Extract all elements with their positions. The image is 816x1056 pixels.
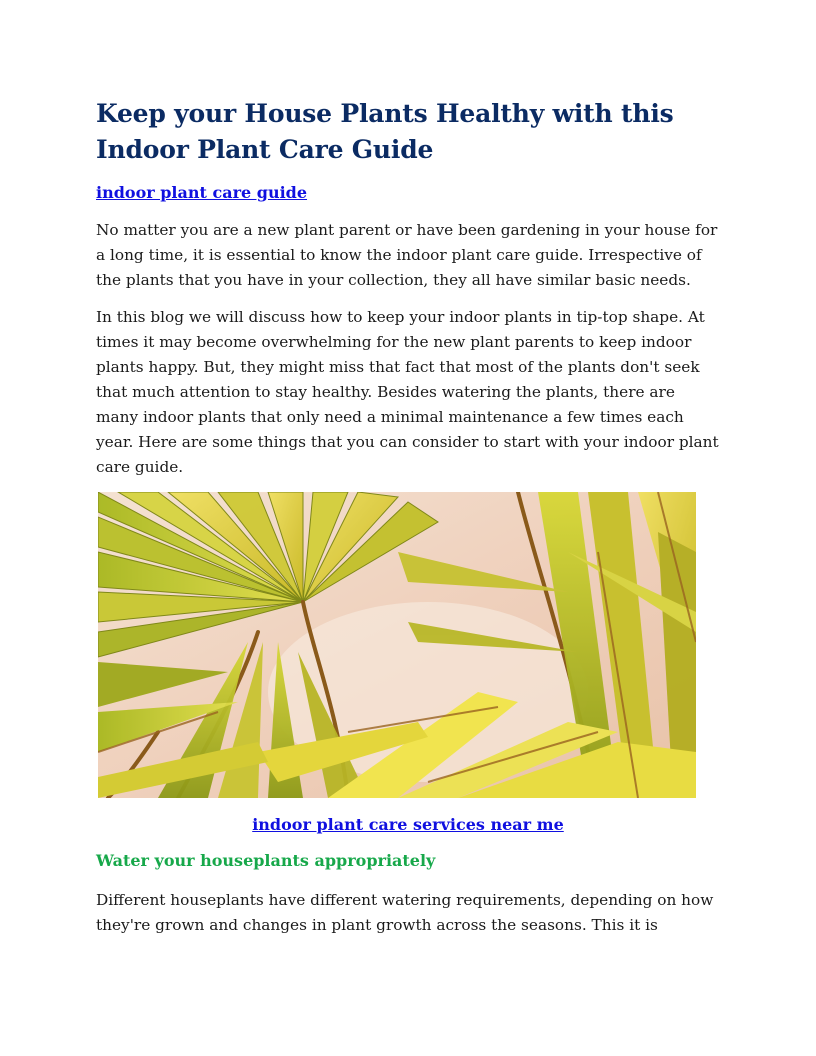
article-title: Keep your House Plants Healthy with this Indoor Plant Care Guide: [96, 99, 674, 164]
section-heading-watering: Water your houseplants appropriately: [96, 851, 436, 870]
plant-care-services-link[interactable]: indoor plant care services near me: [252, 815, 564, 834]
intro-paragraph: No matter you are a new plant parent or have been gardening in your house for a long time, it is essential to know the indoor plant care guide. Irrespective of the plants that you have in your collection, they all have similar basic needs.: [96, 221, 718, 289]
palm-leaves-illustration: [98, 492, 696, 798]
blog-paragraph: In this blog we will discuss how to keep your indoor plants in tip-top shape. At times it may become overwhelming for the new plant parents to keep indoor plants happy. But, they might miss that fact that most of the plants don't seek that much attention to stay healthy. Besides watering the plants, there are many indoor plants that only need a minimal maintenance a few times each year. Here are some things that you can consider to start with your indoor plant care guide.: [96, 308, 719, 476]
indoor-plant-care-guide-link[interactable]: indoor plant care guide: [96, 183, 308, 202]
watering-paragraph: Different houseplants have different watering requirements, depending on how they're grown and changes in plant growth across the seasons. This it is: [96, 891, 714, 934]
article-body: [96, 96, 720, 950]
palm-leaves-photo: [98, 492, 696, 798]
